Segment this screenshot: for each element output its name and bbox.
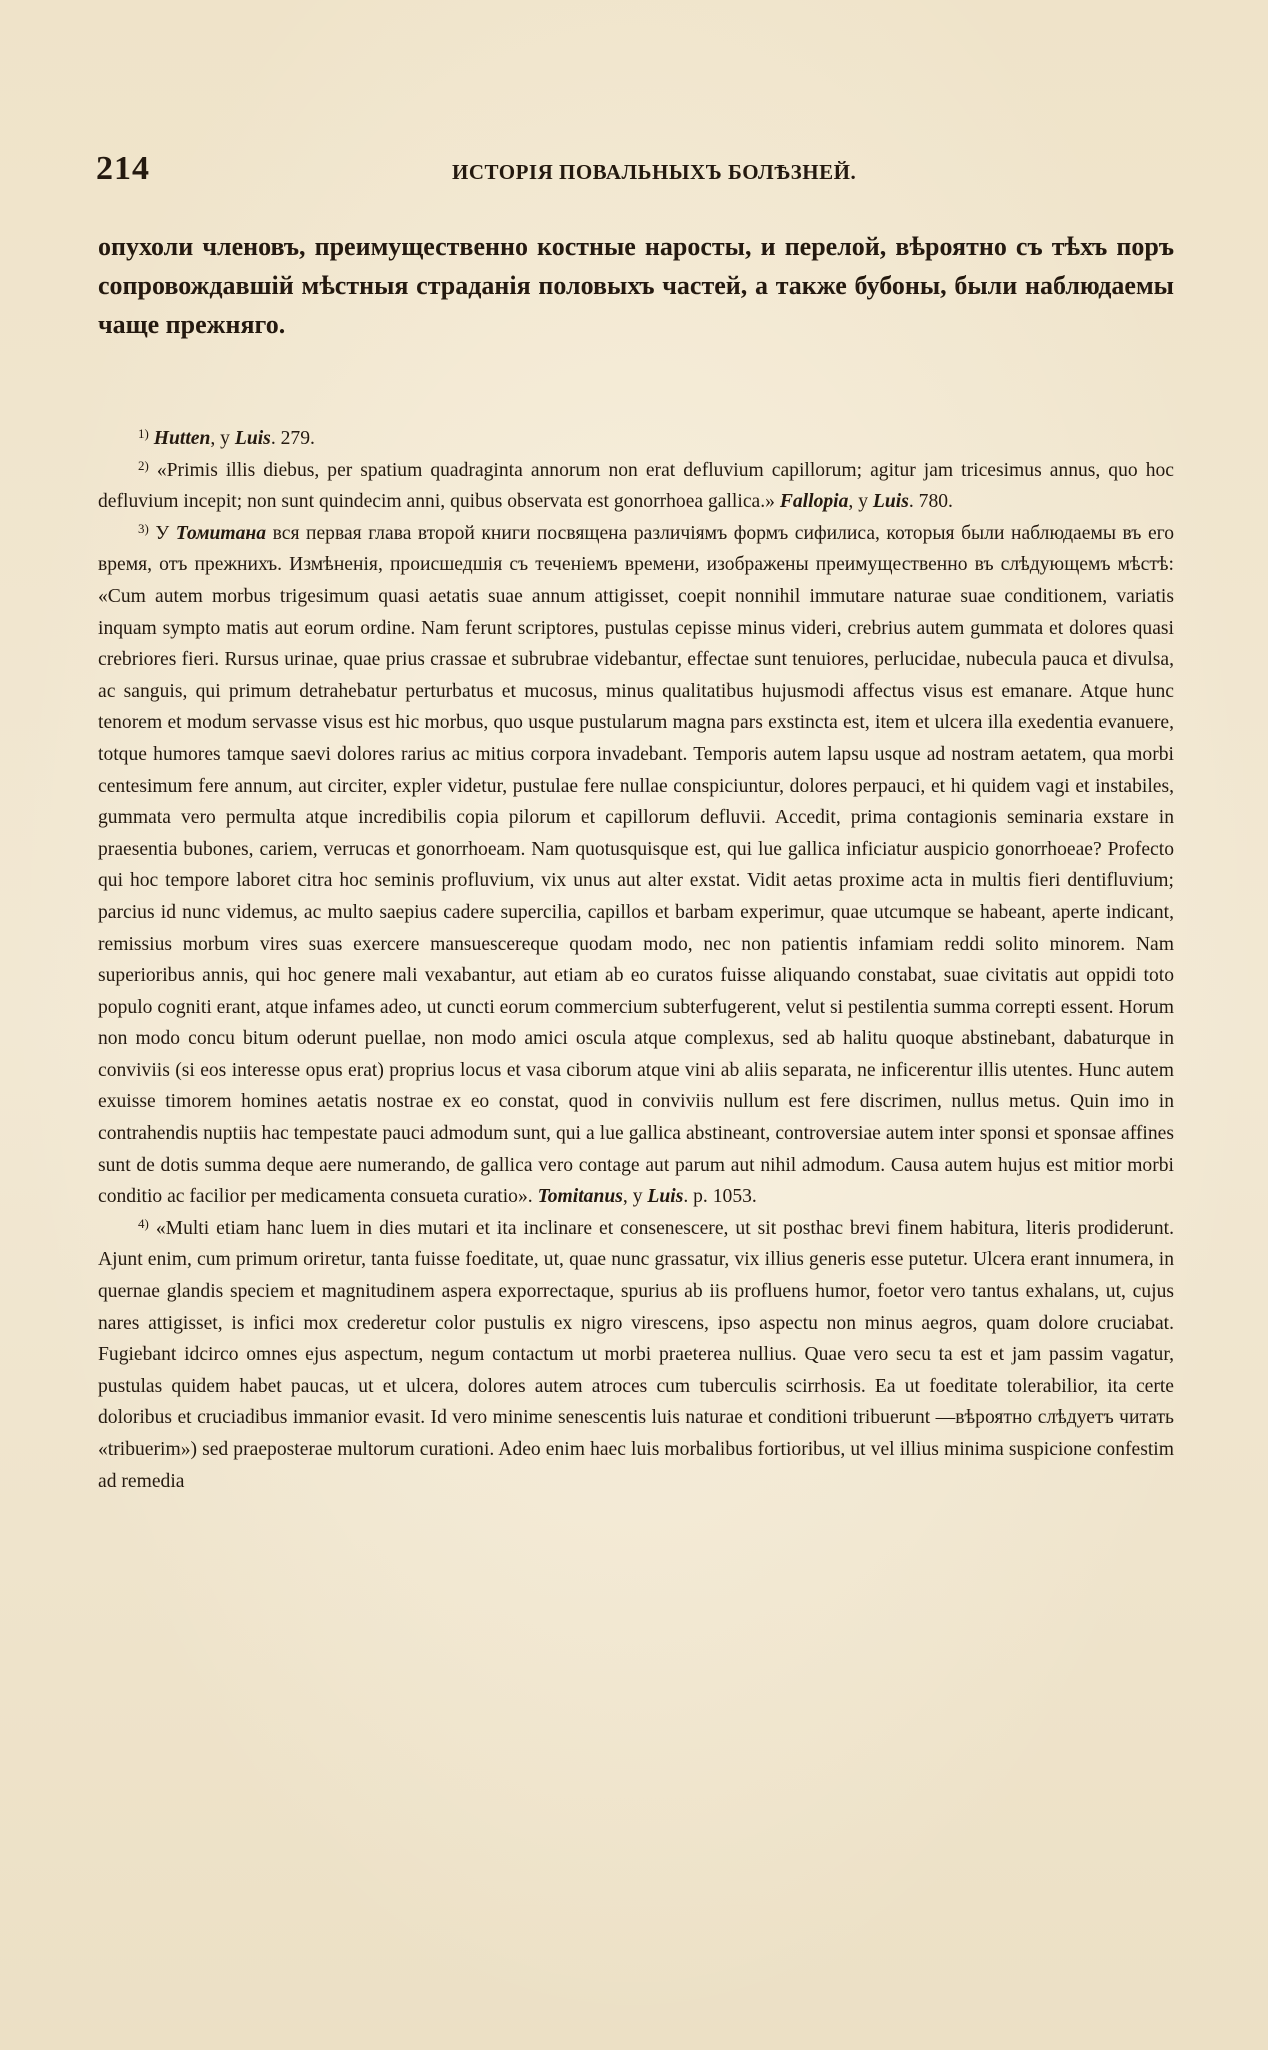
footnote-lead: У <box>155 522 176 544</box>
footnote-mark: 1) <box>138 426 149 441</box>
main-paragraph: опухоли членовъ, преимущественно костные наросты, и перелой, вѣроятно съ тѣхъ поръ сопровождавшій мѣстныя страданія половыхъ частей, а также бубоны, были наблюдаемы чаще прежняго. <box>98 232 1174 339</box>
page-header <box>96 150 1174 190</box>
footnote-text: «Multi etiam hanc luem in dies mutari et ita inclinare et consenescere, ut sit posthac brevi finem habitura, literis prodiderunt. Ajunt enim, cum primum oriretur, tanta fuisse foeditate, ut, quae nunc grassatur, vix illius generis esse putetur. Ulcera erant innumera, in quernae glandis speciem et magnitudinem aspera exporrectaque, spurius ab iis profluens humor, foetor vero tantus exhalans, ut, cujus nares attigisset, is infici mox crederetur color pustulis ex nigro virescens, ipso aspectu non minus aegros, quam dolore cruciabat. Fugiebant idcirco omnes ejus aspectum, negum contactum ut morbi praeterea nullius. Quae vero secu ta est et jam passim vagatur, pustulas quidem habet paucas, ut et ulcera, dolores autem atroces cum tuberculis scirrhosis. Ea ut foeditate tolerabilior, ita certe doloribus et cruciadibus immanior evasit. Id vero minime senescentis luis naturae et conditioni tribuerunt —вѣроятно слѣдуетъ читать «tribuerim») sed praeposterae multorum curationi. Adeo enim haec luis morbalibus fortioribus, ut vel illius minima suspicione confestim ad remedia <box>98 1217 1174 1492</box>
footnote-author: Fallopia <box>779 491 849 513</box>
footnote-source: Luis <box>872 491 909 513</box>
footnote-3 <box>98 518 1174 1213</box>
page-number: 214 <box>96 150 150 187</box>
footnote-mark: 3) <box>138 520 149 536</box>
footnote-mark: 2) <box>138 457 149 473</box>
footnote-text: «Primis illis diebus, per spatium quadraginta annorum non erat defluvium capillorum; agitur jam tricesimus annus, quo hoc defluvium incepit; non sunt quindecim anni, quibus observata est gonorrhoea gallica.» <box>98 459 1174 513</box>
footnote-text: вся первая глава второй книги посвящена различіямъ формъ сифилиса, которыя были наблюдаемы въ его время, отъ прежнихъ. Измѣненія, происшедшія съ теченіемъ времени, изображены преимущественно въ слѣдующемъ мѣстѣ: «Cum autem morbus trigesimum quasi aetatis suae annum attigisset, coepit nonnihil immutare naturae suae conditionem, variatis inquam sympto matis aut eorum ordine. Nam ferunt scriptores, pustulas cepisse minus videri, crebrius autem gummata et dolores quasi crebriores fieri. Rursus urinae, quae prius crassae et subrubrae videbantur, effectae sunt tenuiores, perlucidae, nubecula pauca et divulsa, ac sanguis, qui primum detrahebatur perturbatus et mucosus, minus qualitatibus hujusmodi affectus visus est emanare. Atque hunc tenorem et modum servasse visus est hic morbus, quo usque pustularum magna pars exstincta est, item et ulcera illa exedentia evanuere, totque humores tamque saevi dolores rarius ac mitius corpora invadebant. Temporis autem lapsu usque ad nostram aetatem, qua morbi centesimum fere annum, aut circiter, expler videtur, pustulae fere nullae conspiciuntur, dolores perpauci, et hi quidem vagi et instabiles, gummata vero permulta atque incredibilis copia pilorum et capillorum defluvii. Accedit, prima contagionis seminaria exstare in praesentia bubones, cariem, verrucas et gonorrhoeam. Nam quotusquisque est, qui lue gallica inficiatur auspicio gonorrhoeae? Profecto qui hoc tempore laboret citra hoc seminis profluvium, vix unus aut alter exstat. Vidit aetas proxime acta in multis fieri dentifluvium; parcius id nunc videmus, ac multo saepius cadere supercilia, capillos et barbam experimur, quae utcumque se habeant, aperte indicant, remissius morbum vires suas exercere mansuescereque quodam modo, nec non patientis infamiam reddi solito minorem. Nam superioribus annis, qui hoc genere mali vexabantur, aut etiam ab eo curatos fuisse aliquando constabat, suae civitatis aut oppidi toto populo cogniti erant, atque infames adeo, ut cuncti eorum commercium subterfugerent, velut si pestilentia summa correpti essent. Horum non modo concu bitum oderunt puellae, non modo amici oscula atque complexus, sed ab halitu quoque abstinebant, dabaturque in conviviis (si eos interesse opus erat) proprius locus et vasa ciborum atque vini ab aliis separata, ne inficerentur illis utentes. Hunc autem exuisse timorem homines aetatis nostrae ex eo constat, quod in conviviis nullum est fere discrimen, nullus metus. Quin imo in contrahendis nuptiis hac tempestate pauci admodum sunt, qui a lue gallica abstineant, controversiae autem inter sponsi et sponsae affines sunt de dotis summa deque aere numerando, de gallica vero contage aut parum aut nihil admodum. Causa autem hujus est mitior morbi conditio ac facilior per medicamenta consueta curatio». <box>98 522 1174 1208</box>
footnotes <box>98 423 1174 1497</box>
footnote-text: , у <box>210 428 235 449</box>
footnote-ref: . 279. <box>270 428 315 449</box>
footnote-connector: , у <box>848 491 873 513</box>
footnote-ref: . 780. <box>908 491 953 513</box>
footnote-author-latin: Tomitanus <box>537 1186 623 1208</box>
footnote-4 <box>98 1213 1174 1497</box>
footnote-author: Hutten <box>153 428 211 449</box>
footnote-ref: . p. 1053. <box>683 1186 757 1208</box>
footnote-mark: 4) <box>138 1215 149 1231</box>
footnote-source: Luis <box>234 428 271 449</box>
footnote-2 <box>98 455 1174 518</box>
footnote-1 <box>98 423 1174 455</box>
running-title: ИСТОРІЯ ПОВАЛЬНЫХЪ БОЛѢЗНЕЙ. <box>452 160 857 184</box>
footnote-author: Томитана <box>175 522 267 544</box>
footnote-connector: , у <box>622 1186 648 1208</box>
footnote-source: Luis <box>647 1186 684 1208</box>
